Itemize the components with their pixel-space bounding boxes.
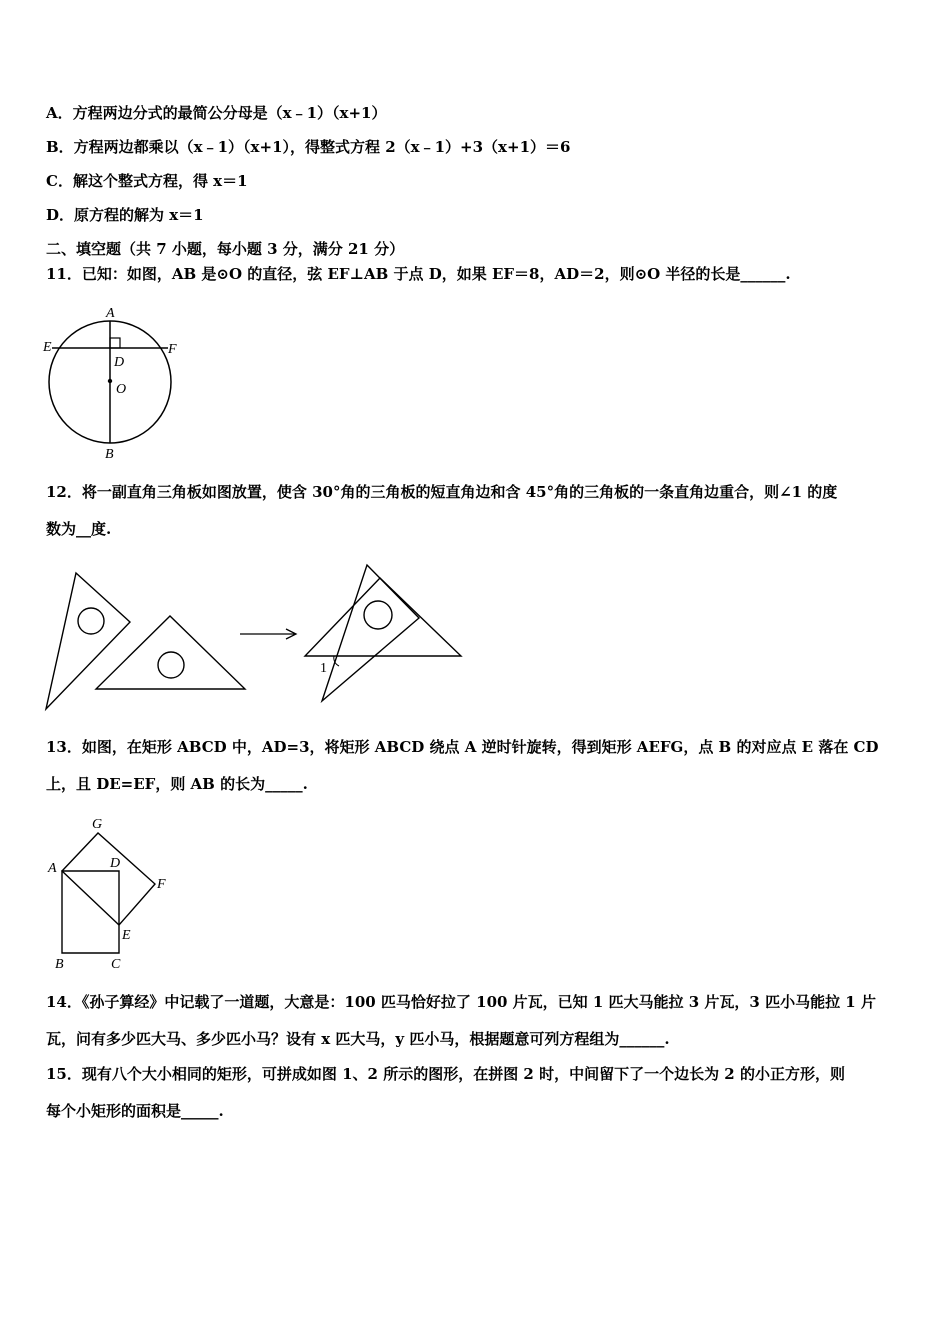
triangle-45-hole: [158, 652, 184, 678]
label-d: D: [110, 856, 121, 871]
option-c: C．解这个整式方程，得 x＝1: [46, 172, 248, 190]
option-d: D．原方程的解为 x＝1: [46, 206, 204, 224]
circle-diagram: [40, 304, 185, 464]
question-14-line1: 14．《孙子算经》中记载了一道题，大意是：100 匹马恰好拉了 100 片瓦，已知 1 匹大马能拉 3 片瓦，3 匹小马能拉 1 片: [46, 993, 876, 1011]
question-12-line1: 12．将一副直角三角板如图放置，使含 30°角的三角板的短直角边和含 45°角的三角板的一条直角边重合，则∠1 的度: [46, 483, 838, 501]
question-11-text: 11．已知：如图，AB 是⊙O 的直径，弦 EF⊥AB 于点 D，如果 EF＝8，AD＝2，则⊙O 半径的长是______.: [46, 265, 791, 283]
rectangle-aefg: [62, 833, 155, 925]
label-c: C: [111, 957, 121, 972]
label-g: G: [92, 817, 103, 832]
label-d: D: [114, 355, 125, 370]
label-o: O: [116, 382, 127, 397]
section-heading: 二、填空题（共 7 小题，每小题 3 分，满分 21 分）: [46, 240, 405, 258]
triangle-30-hole: [78, 608, 104, 634]
label-b: B: [55, 957, 64, 972]
option-a: A．方程两边分式的最简公分母是（x﹣1）（x+1）: [46, 104, 387, 122]
rectangle-abcd: [62, 871, 119, 953]
label-a: A: [48, 861, 57, 876]
question-15-line1: 15．现有八个大小相同的矩形，可拼成如图 1、2 所示的图形，在拼图 2 时，中间留下了一个边长为 2 的小正方形，则: [46, 1065, 845, 1083]
option-b: B．方程两边都乘以（x﹣1）（x+1），得整式方程 2（x﹣1）+3（x+1）＝6: [46, 138, 571, 156]
label-f: F: [168, 342, 177, 357]
triangle-45-right: [305, 578, 461, 656]
label-e: E: [122, 928, 131, 943]
angle-1-label: 1: [320, 661, 327, 676]
rectangle-rotation-diagram: [44, 812, 184, 972]
label-b: B: [105, 447, 114, 462]
label-f: F: [157, 877, 166, 892]
label-e: E: [43, 340, 52, 355]
triangle-set-diagram: [40, 558, 470, 718]
triangle-30-right-hole: [364, 601, 392, 629]
right-angle-mark: [110, 338, 120, 348]
question-15-line2: 每个小矩形的面积是_____.: [46, 1102, 224, 1120]
triangle-30-right: [322, 565, 419, 701]
question-13-line2: 上，且 DE=EF，则 AB 的长为_____.: [46, 775, 308, 793]
center-point: [108, 379, 112, 383]
label-a: A: [106, 306, 115, 321]
question-12-line2: 数为__度.: [46, 520, 112, 538]
question-14-line2: 瓦，问有多少匹大马、多少匹小马？设有 x 匹大马，y 匹小马，根据题意可列方程组为______.: [46, 1030, 670, 1048]
question-13-line1: 13．如图，在矩形 ABCD 中，AD=3，将矩形 ABCD 绕点 A 逆时针旋转，得到矩形 AEFG，点 B 的对应点 E 落在 CD: [46, 738, 879, 756]
